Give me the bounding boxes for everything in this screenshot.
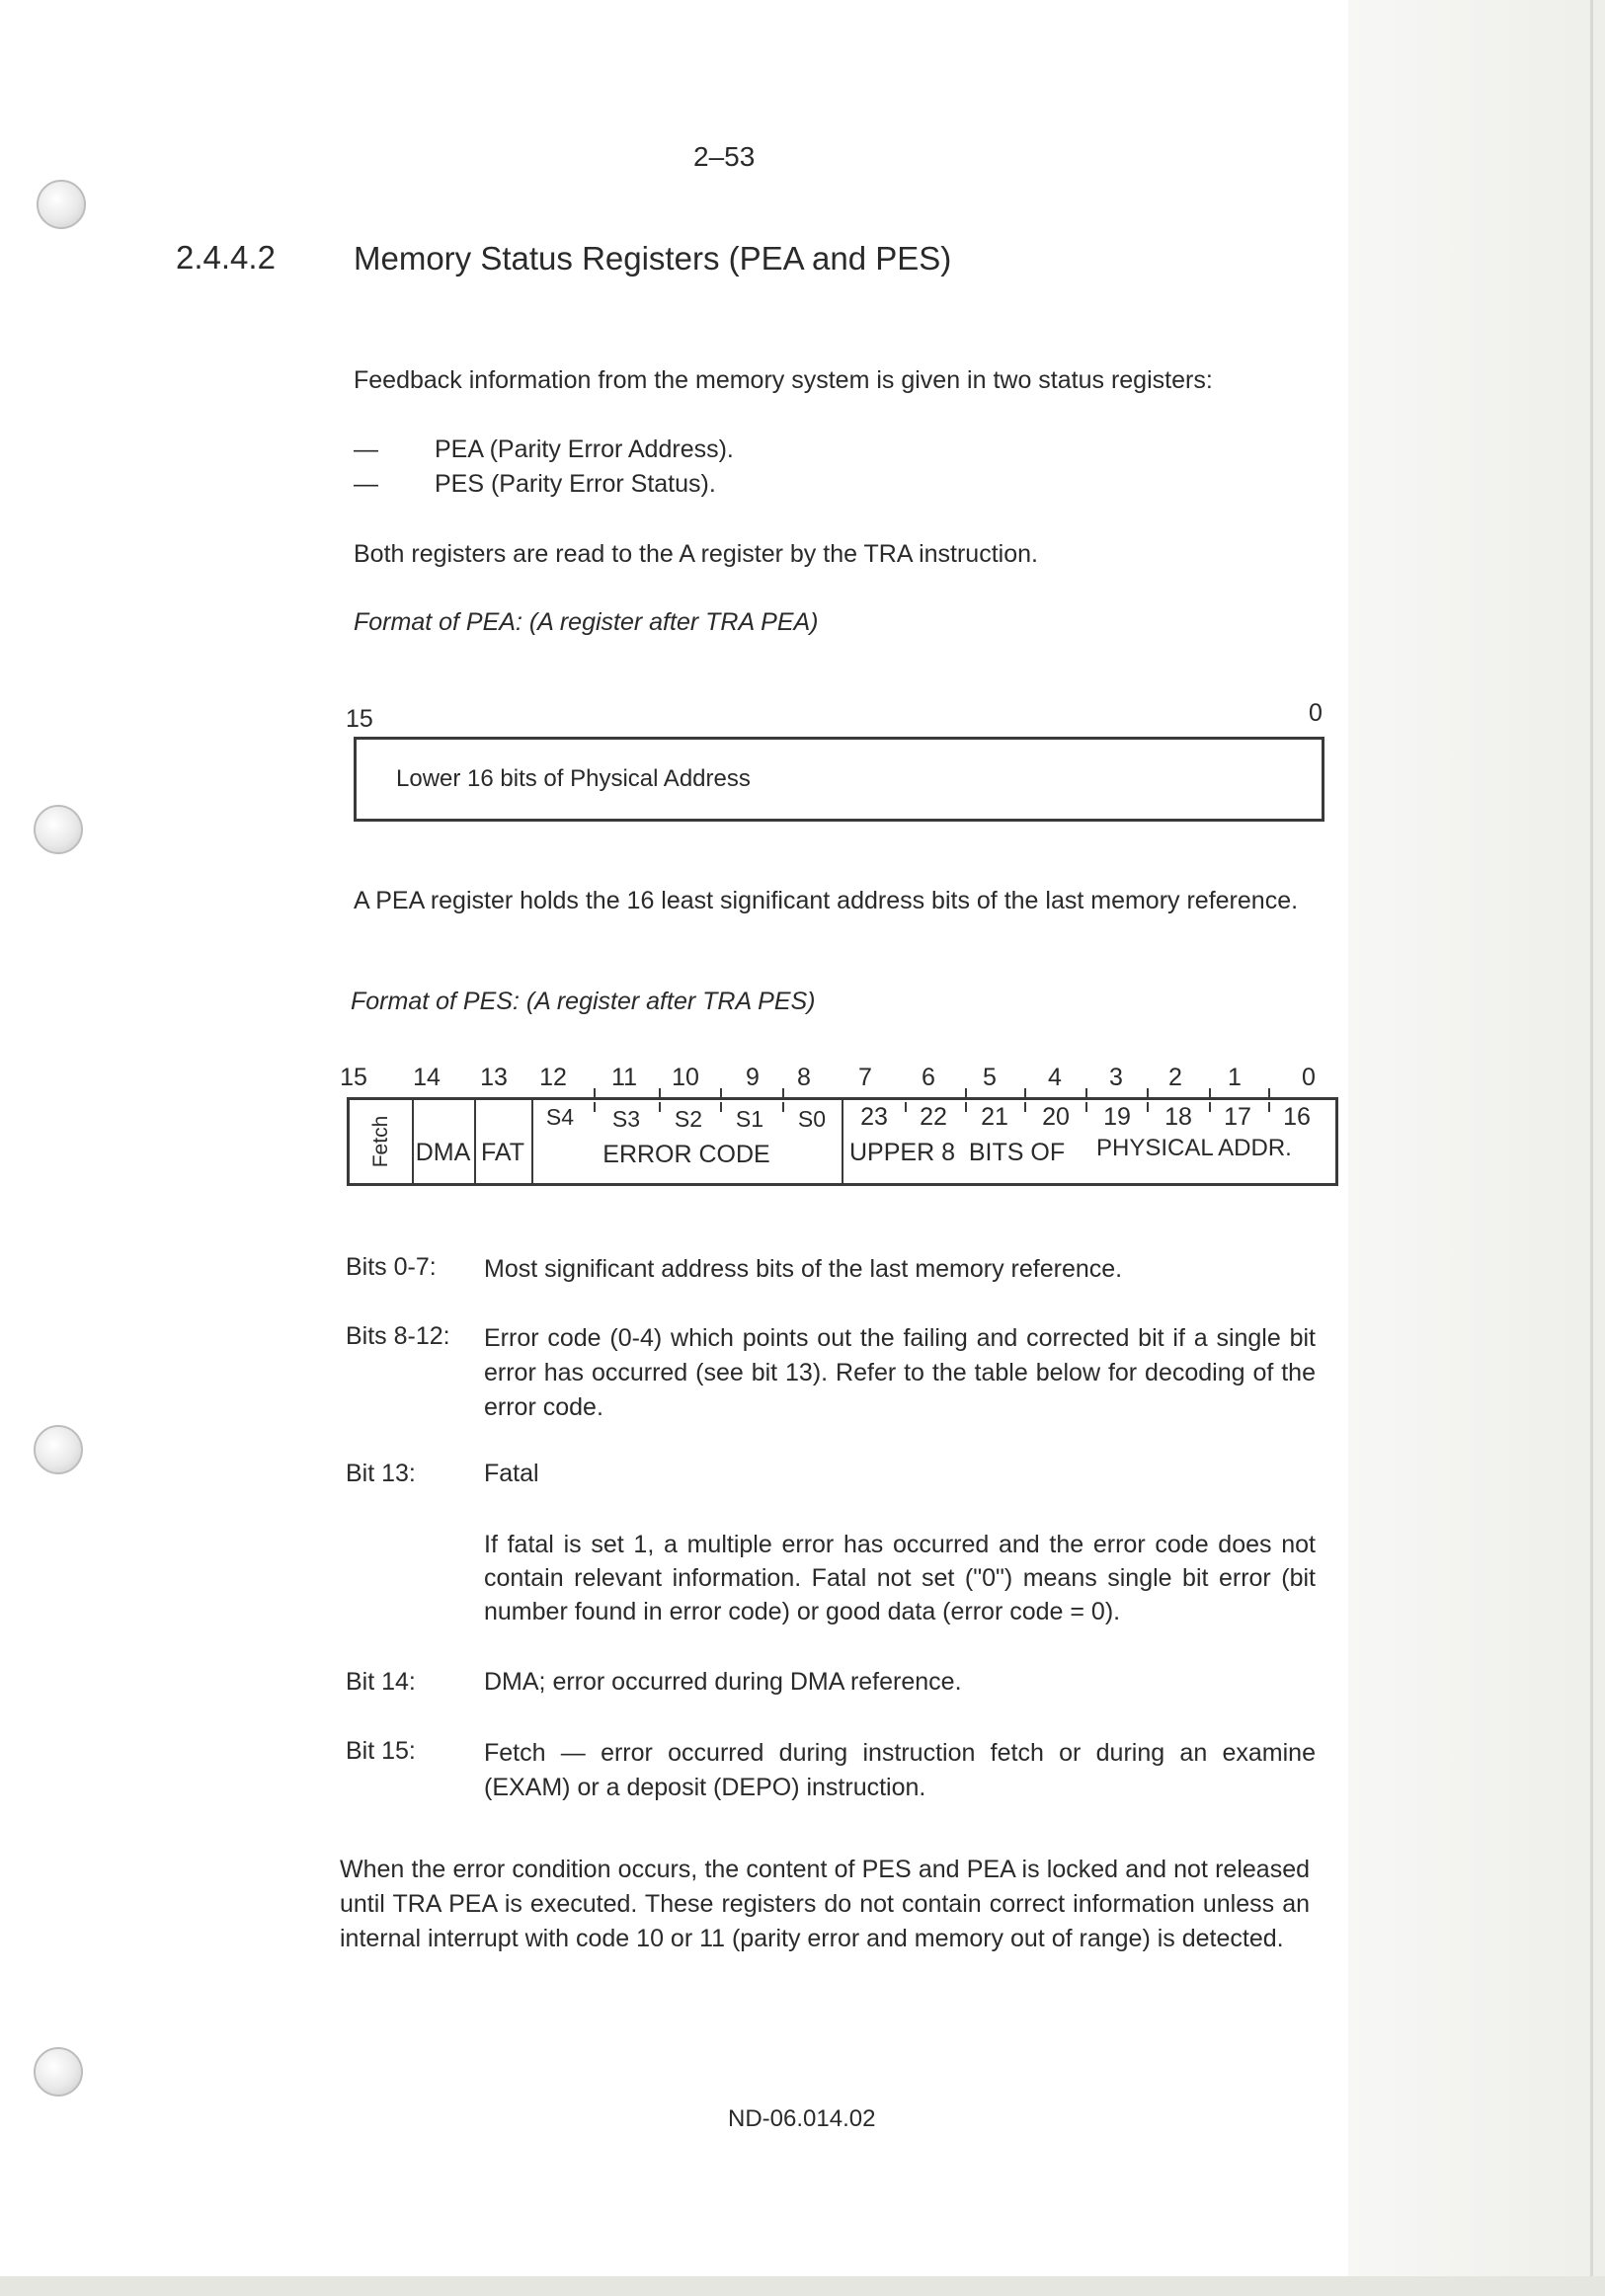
pea-caption: Format of PEA: (A register after TRA PEA) <box>354 608 819 636</box>
pes-bit-12: 12 <box>539 1064 567 1091</box>
pes-bit-15: 15 <box>340 1064 367 1091</box>
bit-15-text: Fetch — error occurred during instruction fetch or during an examine (EXAM) or a deposit (DEPO) instruction. <box>484 1739 1316 1801</box>
fat-label: FAT <box>481 1139 524 1166</box>
tick <box>1024 1088 1026 1100</box>
upper-bit-19: 19 <box>1103 1103 1131 1131</box>
fetch-field <box>350 1100 412 1183</box>
binder-hole-2 <box>34 805 83 854</box>
upper-bits-label: UPPER 8 BITS OF <box>849 1139 1066 1166</box>
syndrome-s2: S2 <box>674 1106 703 1132</box>
upper-bit-17: 17 <box>1224 1103 1251 1131</box>
tick <box>659 1088 661 1100</box>
pes-bit-0: 0 <box>1302 1064 1316 1091</box>
binder-hole-3 <box>34 1425 83 1474</box>
bit-13-text: Fatal <box>484 1460 539 1487</box>
section-title: Memory Status Registers (PEA and PES) <box>354 240 952 277</box>
tick <box>594 1102 596 1112</box>
tick <box>659 1102 661 1112</box>
tick <box>1209 1102 1211 1112</box>
page-number: 2–53 <box>693 141 756 172</box>
bit-13-extra: If fatal is set 1, a multiple error has occurred and the error code does not contain relevant information. Fatal not set ("0") means single bit error (bit number found in error code) or good data (error code = 0). <box>484 1531 1316 1625</box>
read-note: Both registers are read to the A register by the TRA instruction. <box>354 540 1038 568</box>
upper-bit-22: 22 <box>920 1103 947 1131</box>
syndrome-s1: S1 <box>735 1106 764 1132</box>
tick <box>1209 1088 1211 1100</box>
bits-0-7-label: Bits 0-7: <box>346 1253 437 1281</box>
list-item-pes: PES (Parity Error Status). <box>435 470 716 498</box>
upper-bit-23: 23 <box>860 1103 888 1131</box>
pes-bit-2: 2 <box>1168 1064 1182 1091</box>
tick <box>1147 1088 1149 1100</box>
list-dash-1: — <box>354 435 378 463</box>
tick <box>594 1088 596 1100</box>
pes-bit-6: 6 <box>922 1064 935 1091</box>
page-edge <box>1348 0 1605 2296</box>
dma-label: DMA <box>415 1139 471 1166</box>
bit-15-label: Bit 15: <box>346 1737 416 1765</box>
list-dash-2: — <box>354 470 378 498</box>
pes-bit-10: 10 <box>672 1064 699 1091</box>
tick <box>905 1102 907 1112</box>
tick <box>1085 1088 1087 1100</box>
fetch-label: Fetch <box>369 1115 392 1168</box>
pes-bit-7: 7 <box>858 1064 872 1091</box>
pes-bit-8: 8 <box>797 1064 811 1091</box>
pea-bit-low: 0 <box>1309 699 1323 727</box>
bits-0-7-text: Most significant address bits of the last memory reference. <box>484 1255 1123 1283</box>
pes-caption: Format of PES: (A register after TRA PES) <box>351 988 816 1015</box>
tick <box>1024 1102 1026 1112</box>
tick <box>1268 1088 1270 1100</box>
pes-register-diagram <box>347 1097 1338 1186</box>
tick <box>782 1088 784 1100</box>
section-number: 2.4.4.2 <box>176 239 276 276</box>
pes-bit-1: 1 <box>1228 1064 1242 1091</box>
bit-14-label: Bit 14: <box>346 1668 416 1696</box>
bits-8-12-label: Bits 8-12: <box>346 1322 450 1350</box>
list-item-pea: PEA (Parity Error Address). <box>435 435 734 463</box>
upper-bit-21: 21 <box>981 1103 1008 1131</box>
page-bottom-edge <box>0 2276 1605 2296</box>
tick <box>1147 1102 1149 1112</box>
bits-8-12-text: Error code (0-4) which points out the failing and corrected bit if a single bit error has occurred (see bit 13). Refer to the table below for decoding of the error code. <box>484 1324 1316 1421</box>
closing-paragraph: When the error condition occurs, the content of PES and PEA is locked and not released until TRA PEA is executed. These registers do not contain correct information unless an internal interrupt with code 10 or 11 (parity error and memory out of range) is detected. <box>340 1856 1310 1952</box>
pes-bit-3: 3 <box>1109 1064 1123 1091</box>
syndrome-s3: S3 <box>611 1106 641 1132</box>
tick <box>1268 1102 1270 1112</box>
pea-field-label: Lower 16 bits of Physical Address <box>396 765 751 792</box>
binder-hole-1 <box>37 180 86 229</box>
pes-bit-9: 9 <box>746 1064 760 1091</box>
tick <box>782 1102 784 1112</box>
upper-bit-18: 18 <box>1164 1103 1192 1131</box>
pes-bit-13: 13 <box>480 1064 508 1091</box>
pes-bit-4: 4 <box>1048 1064 1062 1091</box>
syndrome-s0: S0 <box>797 1106 827 1132</box>
upper-bit-16: 16 <box>1283 1103 1311 1131</box>
tick <box>965 1102 967 1112</box>
document-code: ND-06.014.02 <box>728 2105 876 2132</box>
upper-bit-20: 20 <box>1042 1103 1070 1131</box>
pea-register-diagram <box>354 737 1324 822</box>
pea-description: A PEA register holds the 16 least significant address bits of the last memory reference. <box>354 887 1299 914</box>
page-edge-line <box>1590 0 1593 2296</box>
pes-bit-5: 5 <box>983 1064 997 1091</box>
binder-hole-4 <box>34 2047 83 2097</box>
error-code-label: ERROR CODE <box>602 1141 770 1168</box>
pes-bit-11: 11 <box>611 1064 637 1091</box>
tick <box>1085 1102 1087 1112</box>
syndrome-s4: S4 <box>545 1104 575 1130</box>
tick <box>720 1088 722 1100</box>
pea-bit-high: 15 <box>346 705 373 733</box>
physical-addr-label: PHYSICAL ADDR. <box>1096 1135 1292 1161</box>
pes-bit-14: 14 <box>413 1064 441 1091</box>
tick <box>965 1088 967 1100</box>
intro-text: Feedback information from the memory system is given in two status registers: <box>354 366 1213 394</box>
divider-upper-bits <box>842 1100 843 1183</box>
bit-14-text: DMA; error occurred during DMA reference. <box>484 1668 962 1696</box>
tick <box>720 1102 722 1112</box>
bit-13-label: Bit 13: <box>346 1460 416 1487</box>
